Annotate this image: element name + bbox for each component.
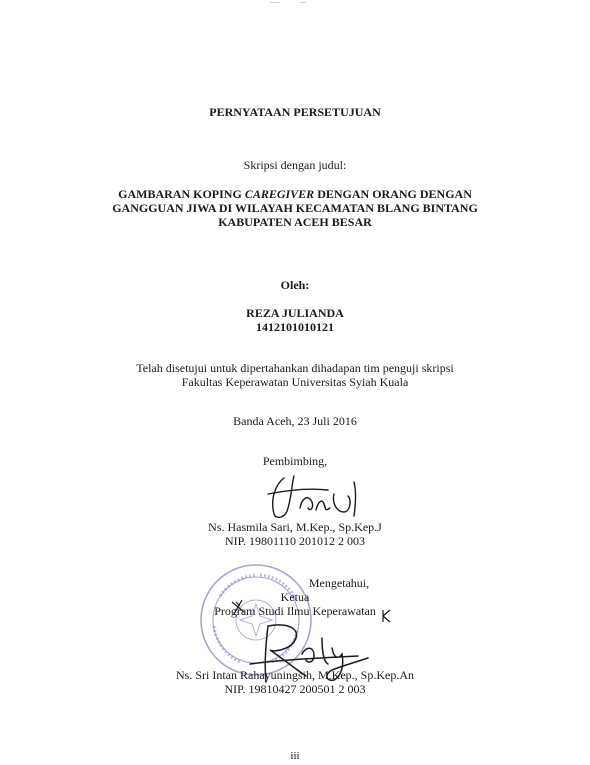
author-id: 1412101010121	[256, 320, 334, 334]
acknowledged-label: Mengetahui,	[308, 576, 370, 590]
thesis-title-line1	[0, 187, 590, 202]
thesis-title-italic: CAREGIVER	[244, 187, 315, 201]
program-name: Program Studi Ilmu Keperawatan	[214, 604, 376, 618]
supervisor-nip: NIP. 19801110 201012 2 003	[224, 534, 366, 548]
by-label: Oleh:	[280, 278, 310, 292]
thesis-title-pre: GAMBARAN KOPING	[118, 187, 245, 201]
supervisor-signature	[258, 468, 378, 524]
intro-text: Skripsi dengan judul:	[243, 158, 347, 172]
pen-mark	[380, 608, 392, 624]
supervisor-label: Pembimbing,	[262, 454, 328, 468]
thesis-title-line3: KABUPATEN ACEH BESAR	[218, 215, 372, 229]
supervisor-name: Ns. Hasmila Sari, M.Kep., Sp.Kep.J	[208, 520, 382, 534]
thesis-title-line2: GANGGUAN JIWA DI WILAYAH KECAMATAN BLANG BINTANG	[112, 201, 478, 215]
page-number: iii	[290, 750, 300, 762]
thesis-title-post: DENGAN ORANG DENGAN	[314, 187, 472, 201]
head-name: Ns. Sri Intan Rahayuningsih, M.Kep., Sp.Kep.An	[176, 668, 414, 682]
pen-mark	[230, 598, 246, 616]
place-date: Banda Aceh, 23 Juli 2016	[233, 414, 357, 428]
author-name: REZA JULIANDA	[246, 306, 344, 320]
scan-mark	[300, 2, 306, 3]
scan-mark	[270, 2, 280, 3]
head-nip: NIP. 19810427 200501 2 003	[224, 682, 366, 696]
approval-line2: Fakultas Keperawatan Universitas Syiah Kuala	[181, 375, 409, 389]
head-label: Ketua	[280, 590, 310, 604]
page-title: PERNYATAAN PERSETUJUAN	[209, 105, 381, 119]
approval-line1: Telah disetujui untuk dipertahankan dihadapan tim penguji skripsi	[136, 361, 454, 375]
